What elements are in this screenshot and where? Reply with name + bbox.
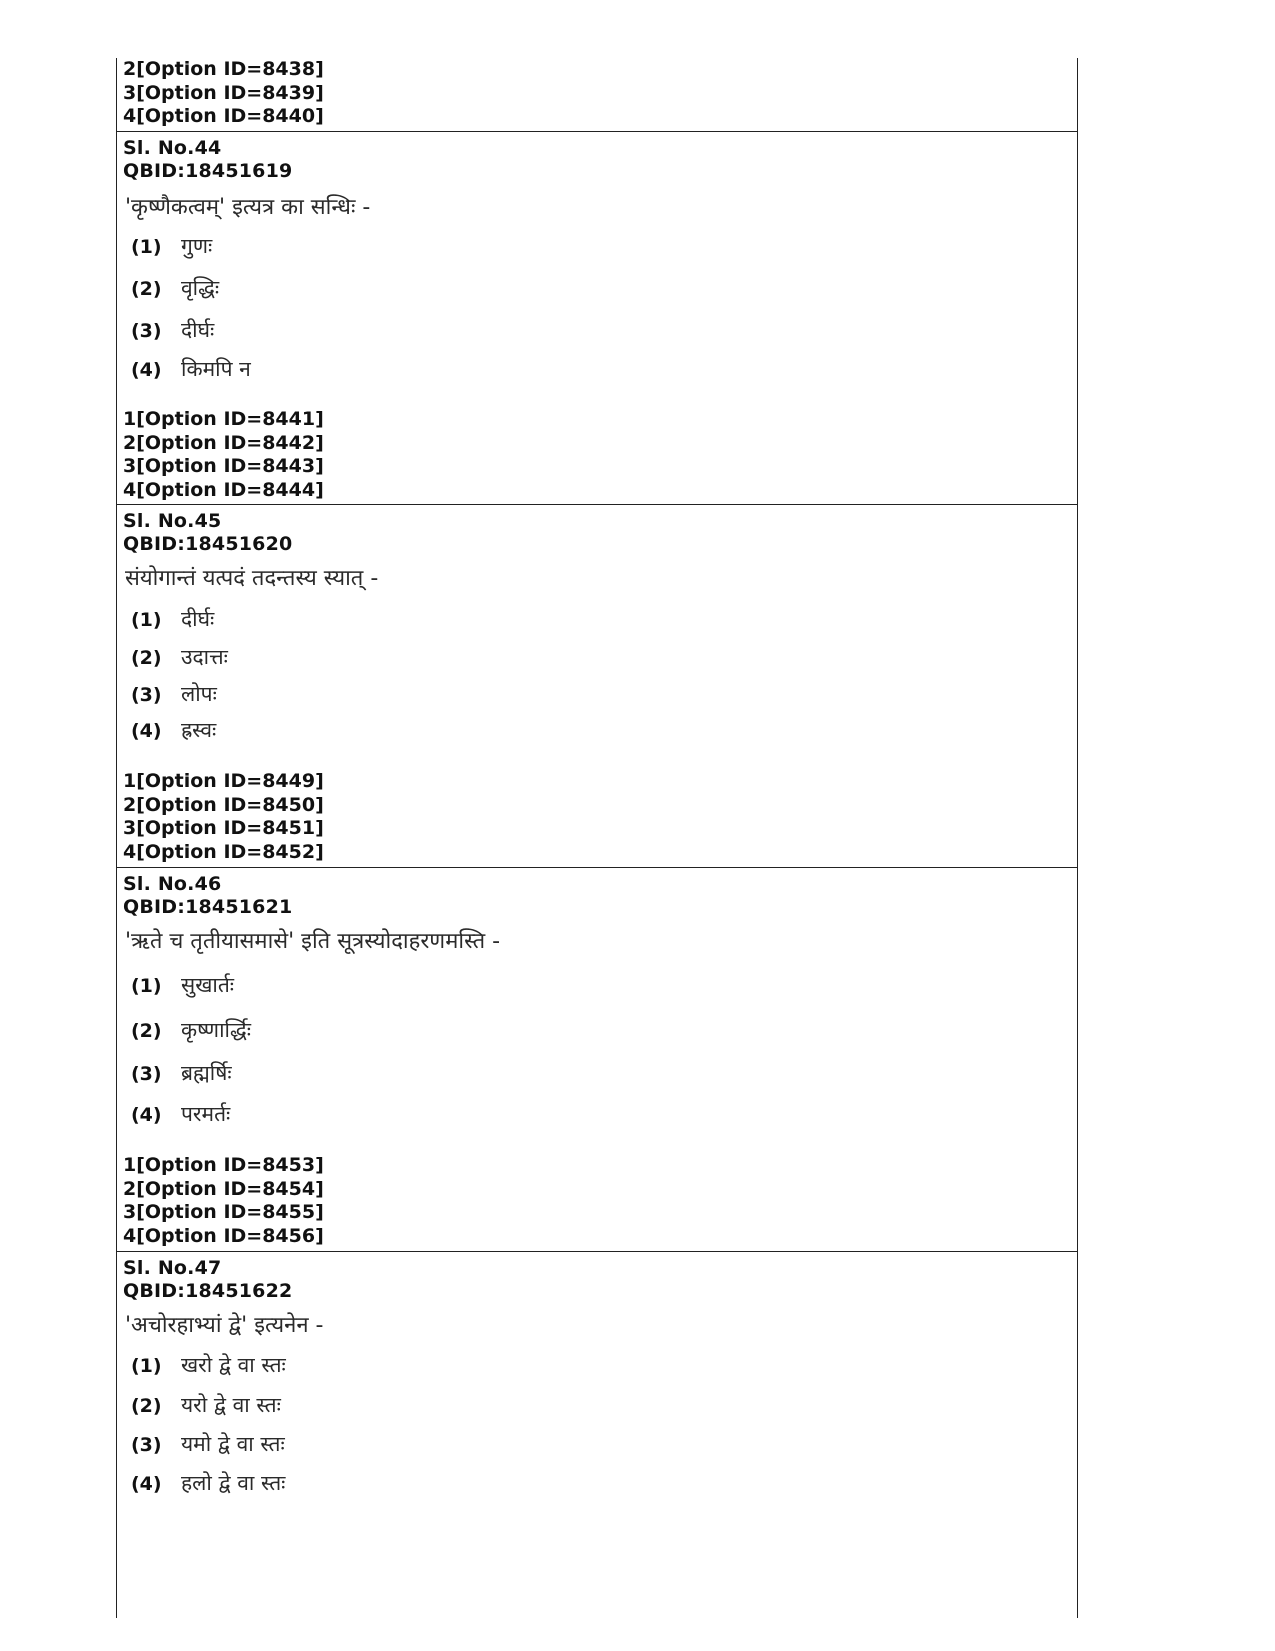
option-text: गुणः xyxy=(181,234,213,258)
option-text: लोपः xyxy=(181,682,217,706)
option-text: वृद्धिः xyxy=(181,276,220,300)
qbid: QBID:18451620 xyxy=(123,533,293,555)
question-meta xyxy=(123,510,292,556)
serial-number: Sl. No.45 xyxy=(123,510,222,532)
qbid: QBID:18451619 xyxy=(123,160,293,182)
serial-number: Sl. No.46 xyxy=(123,873,222,895)
question-text: 'कृष्णैकत्वम्' इत्यत्र का सन्धिः - xyxy=(125,195,371,220)
option-id: 4[Option ID=8444] xyxy=(123,478,324,501)
option-text: यरो द्वे वा स्तः xyxy=(181,1393,281,1417)
option-row xyxy=(131,680,217,708)
option-id: 1[Option ID=8441] xyxy=(123,408,324,430)
option-number: (4) xyxy=(131,359,162,381)
previous-question-tail xyxy=(117,58,1077,132)
option-text: कृष्णार्द्धिः xyxy=(181,1018,251,1042)
option-id-list xyxy=(123,408,324,502)
qbid: QBID:18451622 xyxy=(123,1280,293,1302)
option-row xyxy=(131,643,228,671)
question-text: संयोगान्तं यत्पदं तदन्तस्य स्यात् - xyxy=(125,566,379,591)
option-id: 3[Option ID=8451] xyxy=(123,817,324,839)
question-meta xyxy=(123,873,292,919)
option-id: 3[Option ID=8439] xyxy=(123,81,324,104)
option-number: (1) xyxy=(131,236,162,258)
qbid: QBID:18451621 xyxy=(123,896,293,918)
option-id: 1[Option ID=8453] xyxy=(123,1154,324,1176)
option-number: (2) xyxy=(131,1395,162,1417)
option-text: उदात्तः xyxy=(181,645,228,669)
option-text: सुखार्तः xyxy=(181,973,235,997)
question-block-45 xyxy=(117,504,1077,867)
question-block-44 xyxy=(117,131,1077,504)
option-row xyxy=(131,355,251,383)
option-number: (3) xyxy=(131,684,162,706)
option-number: (1) xyxy=(131,609,162,631)
option-id: 2[Option ID=8454] xyxy=(123,1177,324,1200)
option-row xyxy=(131,1391,281,1419)
question-text: 'अचोरहाभ्यां द्वे' इत्यनेन - xyxy=(125,1313,324,1338)
option-number: (2) xyxy=(131,647,162,669)
serial-number: Sl. No.44 xyxy=(123,137,222,159)
option-text: हलो द्वे वा स्तः xyxy=(181,1471,286,1495)
option-id: 2[Option ID=8438] xyxy=(123,58,324,80)
option-number: (3) xyxy=(131,1434,162,1456)
option-number: (3) xyxy=(131,1063,162,1085)
option-number: (1) xyxy=(131,1355,162,1377)
question-paper-page xyxy=(116,58,1078,1618)
option-row xyxy=(131,1016,251,1044)
option-text: ह्रस्वः xyxy=(181,718,217,742)
option-text: यमो द्वे वा स्तः xyxy=(181,1432,285,1456)
option-row xyxy=(131,971,234,999)
option-row xyxy=(131,1430,285,1458)
option-id: 3[Option ID=8455] xyxy=(123,1201,324,1223)
option-id: 3[Option ID=8443] xyxy=(123,455,324,477)
option-id: 2[Option ID=8442] xyxy=(123,431,324,454)
option-row xyxy=(131,1351,286,1379)
option-number: (4) xyxy=(131,1473,162,1495)
option-number: (4) xyxy=(131,1104,162,1126)
question-meta xyxy=(123,1257,292,1303)
option-id-list xyxy=(123,58,324,129)
option-row xyxy=(131,1100,230,1128)
option-row xyxy=(131,316,214,344)
option-row xyxy=(131,605,214,633)
serial-number: Sl. No.47 xyxy=(123,1257,222,1279)
option-row xyxy=(131,232,212,260)
option-id: 4[Option ID=8456] xyxy=(123,1224,324,1247)
option-row xyxy=(131,274,219,302)
option-text: परमर्तः xyxy=(181,1102,231,1126)
question-block-47 xyxy=(117,1251,1077,1618)
option-text: दीर्घः xyxy=(181,607,215,631)
option-id: 2[Option ID=8450] xyxy=(123,793,324,816)
option-text: किमपि न xyxy=(181,357,251,381)
question-meta xyxy=(123,137,292,183)
option-number: (2) xyxy=(131,278,162,300)
option-row xyxy=(131,1059,232,1087)
option-id: 4[Option ID=8452] xyxy=(123,840,324,863)
question-block-46 xyxy=(117,867,1077,1251)
option-row xyxy=(131,716,216,744)
option-number: (1) xyxy=(131,975,162,997)
option-row xyxy=(131,1469,285,1497)
option-text: दीर्घः xyxy=(181,318,215,342)
option-id-list xyxy=(123,770,324,864)
option-number: (2) xyxy=(131,1020,162,1042)
option-text: ब्रह्मर्षिः xyxy=(181,1061,232,1085)
option-number: (4) xyxy=(131,720,162,742)
option-number: (3) xyxy=(131,320,162,342)
option-text: खरो द्वे वा स्तः xyxy=(181,1353,286,1377)
question-text: 'ऋते च तृतीयासमासे' इति सूत्रस्योदाहरणमस्ति - xyxy=(125,929,501,954)
option-id: 4[Option ID=8440] xyxy=(123,105,324,127)
option-id: 1[Option ID=8449] xyxy=(123,770,324,792)
option-id-list xyxy=(123,1154,324,1248)
